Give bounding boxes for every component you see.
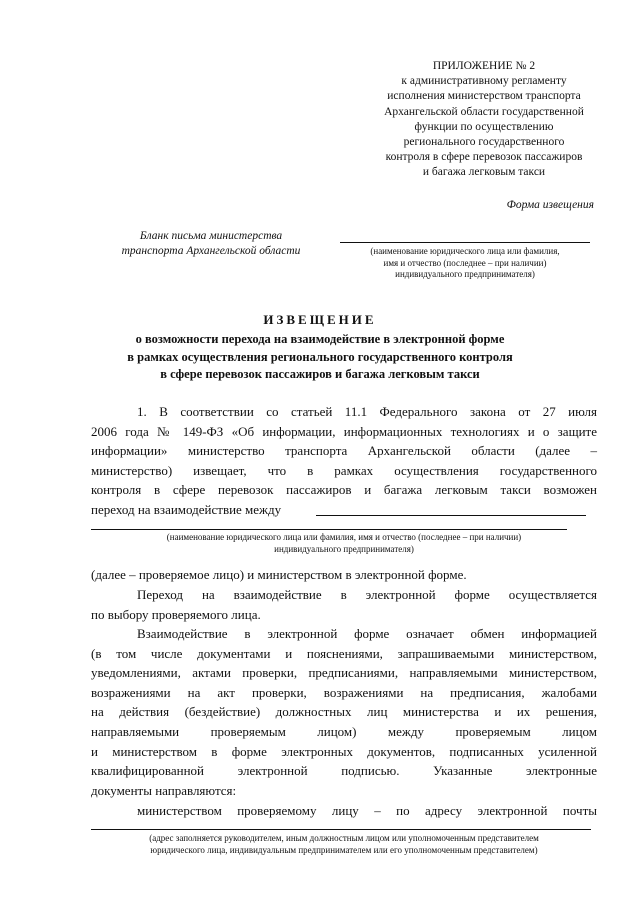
appendix-header	[356, 59, 612, 181]
paragraph-line	[91, 801, 597, 821]
paragraph-1-last-line: переход на взаимодействие между	[91, 502, 282, 517]
appendix-line: регионального государственного	[403, 136, 565, 149]
subtitle-line: в сфере перевозок пассажиров и багажа легковым такси	[160, 367, 480, 381]
paragraph-line: информации» министерство транспорта Архангельской области (далее –	[91, 443, 597, 459]
recipient-note-line: (наименование юридического лица или фамилия,	[370, 246, 560, 256]
address-note-line: юридического лица, индивидуальным предпринимателем или его уполномоченным представителем)	[150, 844, 538, 855]
subtitle-line: о возможности перехода на взаимодействие в электронной форме	[135, 332, 505, 346]
recipient-note	[340, 246, 590, 281]
paragraph-line: и министерством в форме электронных документов, подписанных усиленной	[91, 743, 597, 759]
address-note	[91, 833, 597, 856]
paragraph-line: направляемыми проверяемым лицом) между проверяемым лицом	[91, 723, 597, 739]
paragraph-line: уведомлениями, актами проверки, предписаниями, направляемыми министерством,	[91, 665, 597, 681]
recipient-note-line: индивидуального предпринимателя)	[395, 269, 535, 279]
subtitle-line: в рамках осуществления регионального государственного контроля	[127, 349, 513, 364]
paragraph-line: министерство) извещает, что в рамках осуществления государственного	[91, 462, 597, 478]
paragraph-1	[91, 402, 597, 500]
paragraph-line-text: Взаимодействие в электронной форме означает обмен информацией	[137, 626, 597, 641]
entity-fill-line-2[interactable]	[91, 529, 567, 530]
entity-note	[91, 532, 597, 555]
appendix-line: и багажа легковым такси	[422, 166, 546, 179]
document-title: ИЗВЕЩЕНИЕ	[263, 312, 377, 327]
letterhead-line: Бланк письма министерства	[139, 230, 283, 242]
address-note-line: (адрес заполняется руководителем, иным должностным лицом или уполномоченным представителем	[149, 833, 539, 843]
appendix-line: контроля в сфере перевозок пассажиров	[385, 151, 583, 164]
document-subtitle	[60, 331, 580, 384]
appendix-line: функции по осуществлению	[414, 120, 554, 133]
paragraph-line: контроля в сфере перевозок пассажиров и багажа легковым такси возможен	[91, 482, 597, 498]
paragraph-2	[91, 585, 597, 605]
paragraph-line	[91, 402, 597, 422]
paragraph-4	[91, 801, 597, 821]
paragraph-line	[91, 585, 597, 605]
paragraph-line-text: 1. В соответствии со статьей 11.1 Федерального закона от 27 июля	[137, 404, 597, 419]
paragraph-line: (в том числе документами и пояснениями, запрашиваемыми министерством,	[91, 645, 597, 661]
paragraph-3	[91, 624, 597, 781]
recipient-note-line: имя и отчество (последнее – при наличии)	[383, 257, 547, 268]
paragraph-3-last-line: документы направляются:	[91, 783, 237, 798]
paragraph-line-text: Переход на взаимодействие в электронной форме осуществляется	[137, 587, 597, 602]
letterhead-placeholder	[104, 229, 318, 259]
recipient-fill-line[interactable]	[340, 242, 590, 243]
paragraph-line: возражениями на акт проверки, возражениями на предписания, жалобами	[91, 684, 597, 700]
letterhead-line: транспорта Архангельской области	[121, 245, 301, 257]
form-label: Форма извещения	[506, 199, 594, 211]
entity-note-line: индивидуального предпринимателя)	[274, 543, 414, 554]
entity-note-line: (наименование юридического лица или фамилия, имя и отчество (последнее – при наличии)	[166, 532, 522, 542]
email-fill-line[interactable]	[91, 829, 591, 830]
appendix-line: исполнения министерством транспорта	[387, 90, 581, 103]
appendix-line: Архангельской области государственной	[384, 105, 584, 118]
paragraph-line: квалифицированной электронной подписью. Указанные электронные	[91, 763, 597, 779]
paragraph-line-text: министерством проверяемому лицу – по адресу электронной почты	[137, 803, 597, 818]
entity-fill-line-1[interactable]	[316, 515, 586, 516]
paragraph-line: на действия (бездействие) должностных лиц министерства и их решения,	[91, 704, 597, 720]
paragraph-1-continuation: (далее – проверяемое лицо) и министерством в электронной форме.	[91, 567, 467, 582]
appendix-title: ПРИЛОЖЕНИЕ № 2	[432, 60, 536, 72]
paragraph-line: 2006 года № 149-ФЗ «Об информации, информационных технологиях и о защите	[91, 423, 597, 439]
paragraph-line	[91, 624, 597, 644]
paragraph-2-last-line: по выбору проверяемого лица.	[91, 607, 261, 622]
appendix-line: к административному регламенту	[401, 75, 567, 88]
